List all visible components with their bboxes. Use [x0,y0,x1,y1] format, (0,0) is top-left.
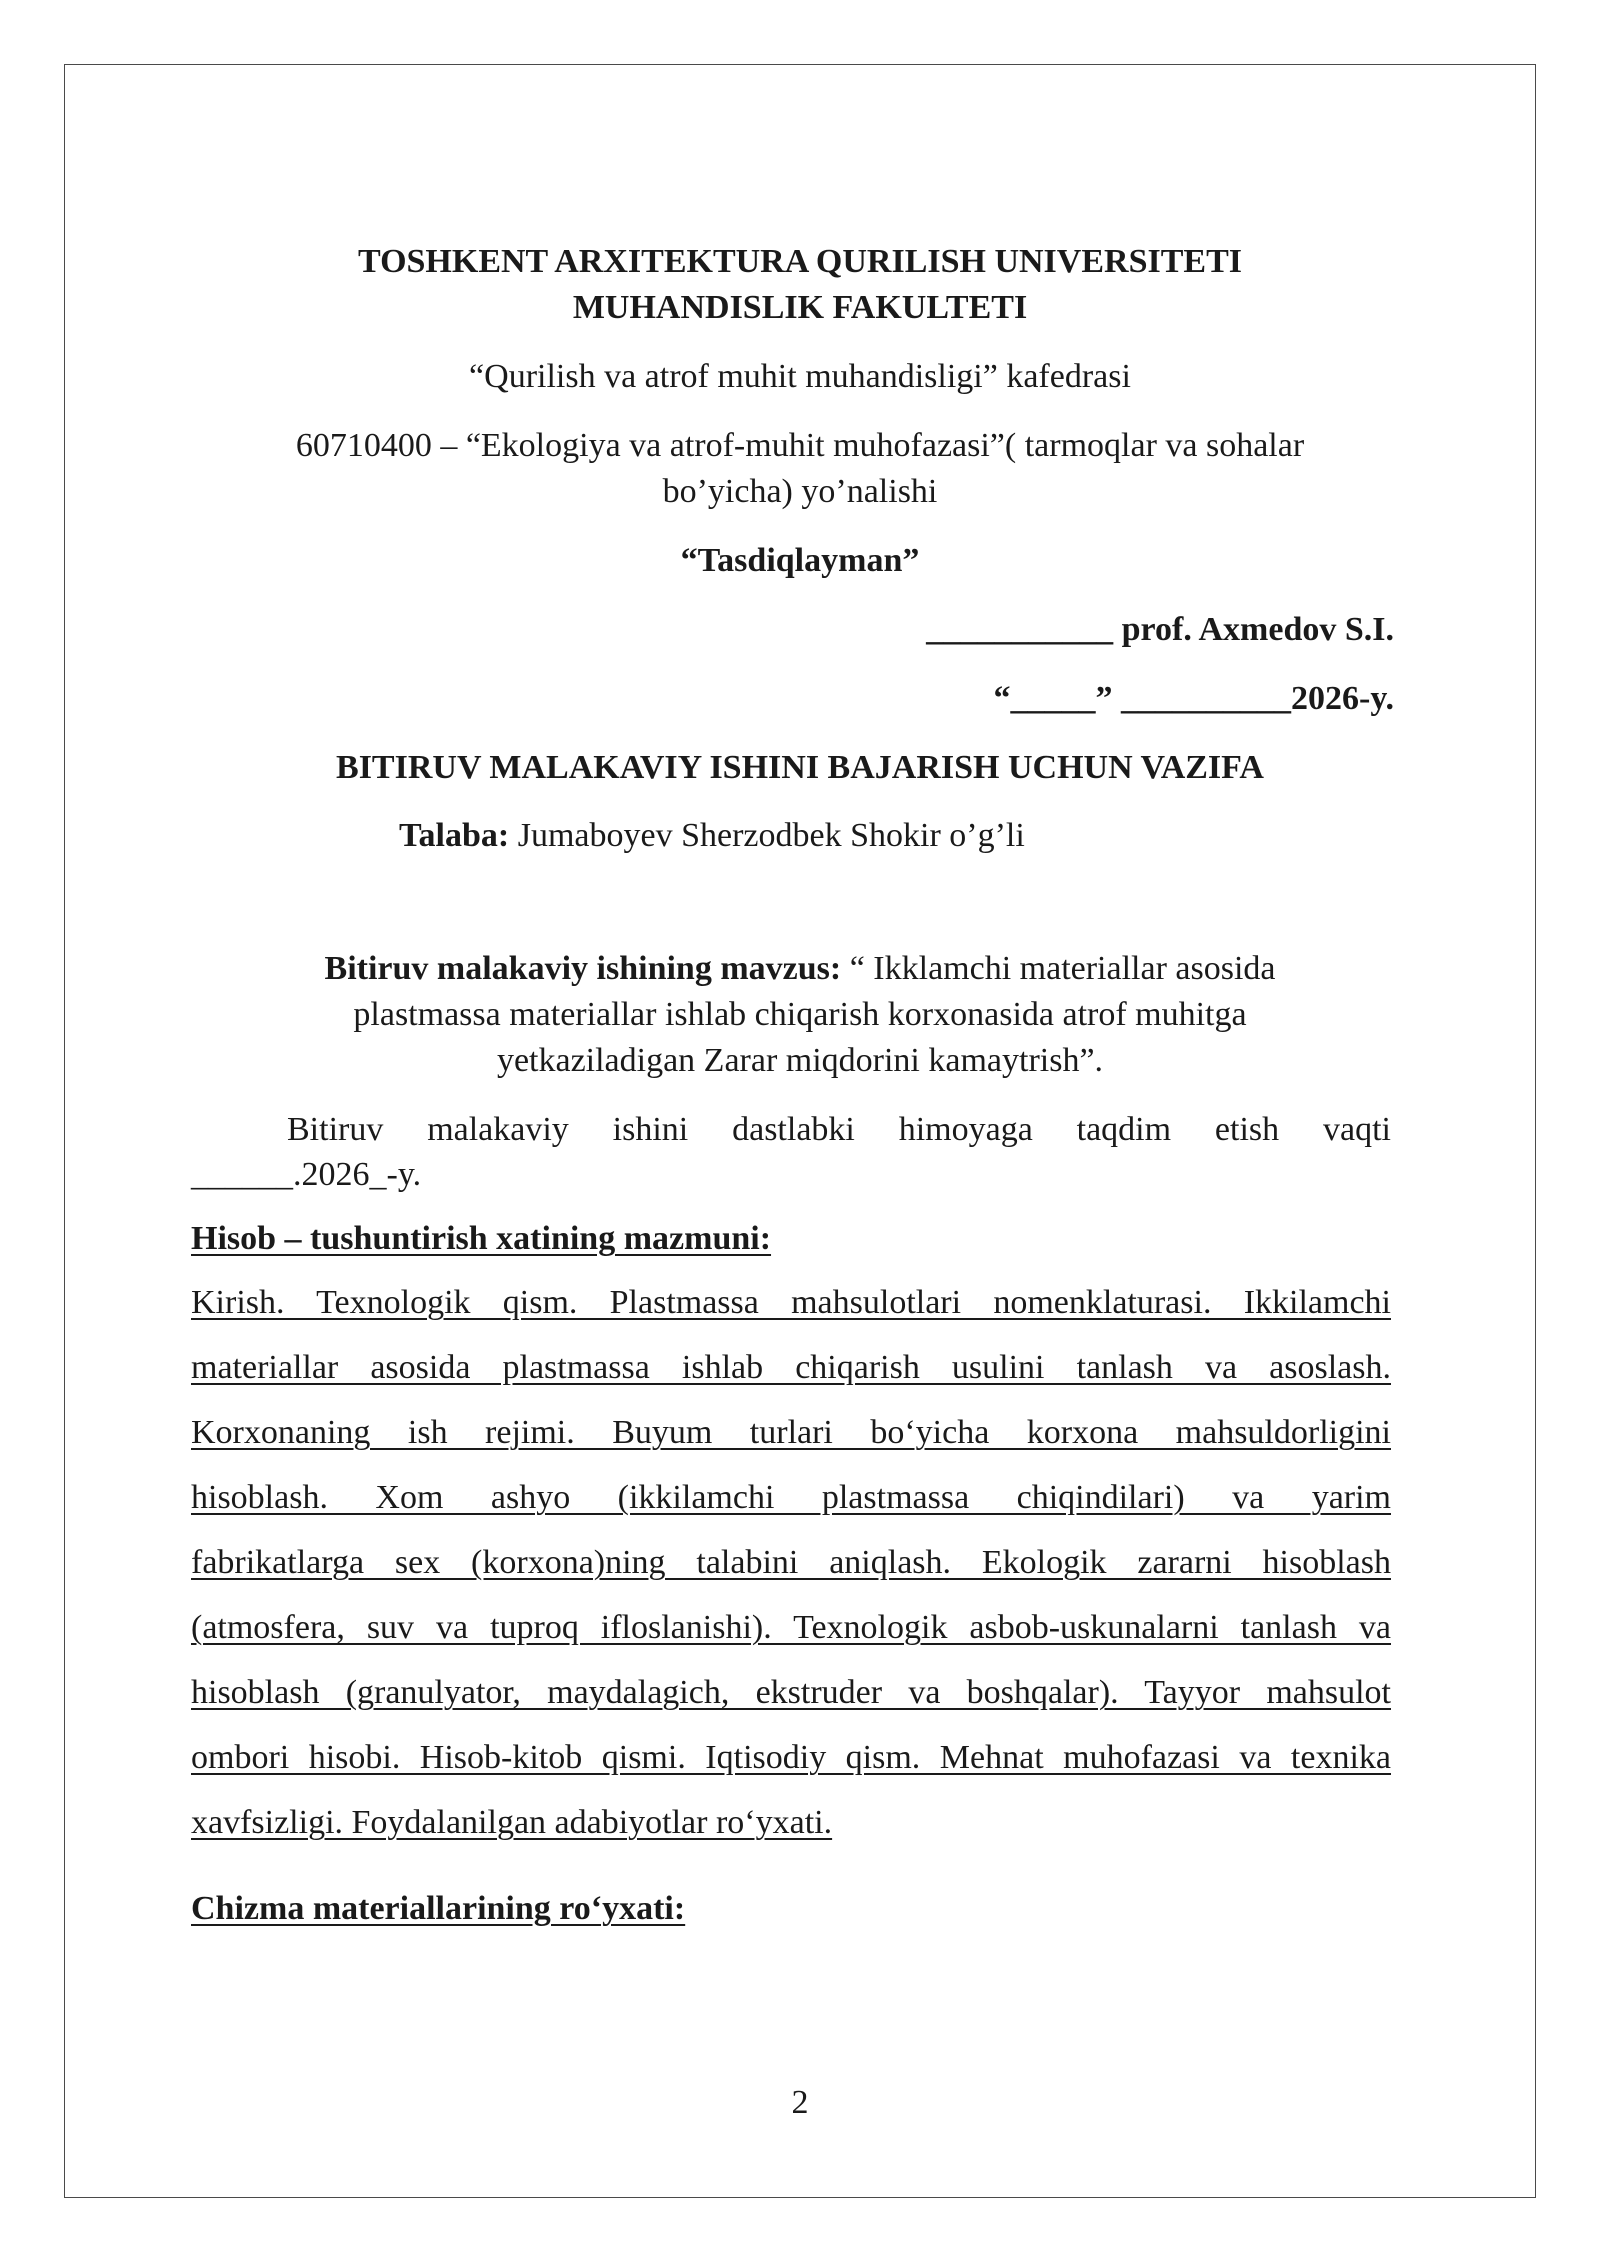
student-name: Jumaboyev Sherzodbek Shokir o’g’li [509,817,1025,854]
contents-line: Kirish. Texnologik qism. Plastmassa mahsulotlari nomenklaturasi. Ikkilamchi [191,1284,1391,1321]
topic-text-1: “ Ikklamchi materiallar asosida [841,950,1276,987]
approval-title: “Tasdiqlayman” [680,542,920,579]
approval-signature: ___________ prof. Axmedov S.I. [926,611,1394,648]
defense-line-2: ______.2026_-y. [191,1156,422,1193]
contents-line: Korxonaning ish rejimi. Buyum turlari bo‘yicha korxona mahsuldorligini [191,1414,1391,1451]
student-label: Talaba: [399,817,510,854]
department-name: “Qurilish va atrof muhit muhandisligi” kafedrasi [469,358,1131,395]
drawings-heading: Chizma materiallarining ro‘yxati: [191,1890,686,1927]
contents-body [191,1280,1391,1865]
contents-line: hisoblash (granulyator, maydalagich, ekstruder va boshqalar). Tayyor mahsulot [191,1674,1391,1711]
topic-label: Bitiruv malakaviy ishining mavzus: [324,950,842,987]
contents-line: xavfsizligi. Foydalanilgan adabiyotlar ro‘yxati. [191,1804,833,1841]
defense-line-1: Bitiruv malakaviy ishini dastlabki himoyaga taqdim etish vaqti [287,1111,1391,1148]
topic-line-3: yetkaziladigan Zarar miqdorini kamaytrish”. [496,1042,1104,1079]
university-title: TOSHKENT ARXITEKTURA QURILISH UNIVERSITETI [358,243,1242,280]
faculty-title: MUHANDISLIK FAKULTETI [572,289,1028,326]
contents-line: ombori hisobi. Hisob-kitob qismi. Iqtisodiy qism. Mehnat muhofazasi va texnika [191,1739,1391,1776]
defense-line-1-wrap [191,1107,1391,1153]
contents-line: (atmosfera, suv va tuproq ifloslanishi). Texnologik asbob-uskunalarni tanlash va [191,1609,1391,1646]
direction-line-1: 60710400 – “Ekologiya va atrof-muhit muhofazasi”( tarmoqlar va sohalar [295,427,1305,464]
topic-line-1 [190,946,1410,992]
direction-line-2: bo’yicha) yo’nalishi [662,473,938,510]
topic-line-2: plastmassa materiallar ishlab chiqarish korxonasida atrof muhitga [353,996,1247,1033]
page-number: 2 [791,2084,809,2121]
contents-line: materiallar asosida plastmassa ishlab chiqarish usulini tanlash va asoslash. [191,1349,1391,1386]
student-line [399,813,1025,859]
task-title: BITIRUV MALAKAVIY ISHINI BAJARISH UCHUN VAZIFA [336,749,1264,786]
contents-line: hisoblash. Xom ashyo (ikkilamchi plastmassa chiqindilari) va yarim [191,1479,1391,1516]
approval-date: “_____” __________2026-y. [993,680,1394,717]
contents-heading: Hisob – tushuntirish xatining mazmuni: [191,1220,772,1257]
contents-line: fabrikatlarga sex (korxona)ning talabini aniqlash. Ekologik zararni hisoblash [191,1544,1391,1581]
